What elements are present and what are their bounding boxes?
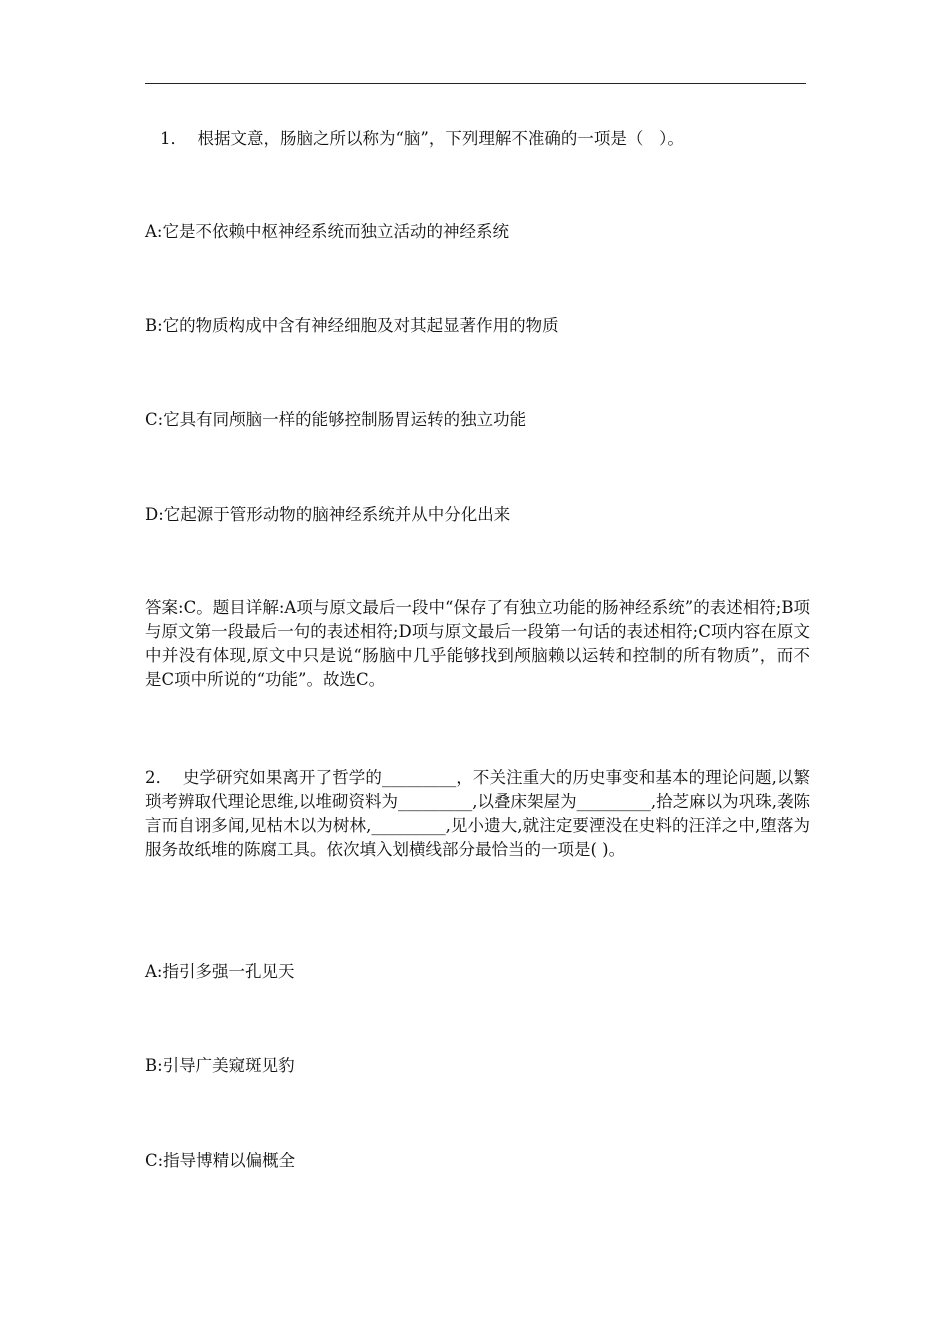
question-1-stem: 1． 根据文意，肠脑之所以称为“脑”，下列理解不准确的一项是（ ）。: [160, 129, 684, 148]
question-1-option-c: C:它具有同颅脑一样的能够控制肠胃运转的独立功能: [145, 410, 527, 429]
question-2-option-b: B:引导广美窥斑见豹: [145, 1056, 295, 1075]
question-2-stem: 2． 史学研究如果离开了哲学的_________，不关注重大的历史事变和基本的理论问题,以繁琐考辨取代理论思维,以堆砌资料为_________,以叠床架屋为_________,拾芝麻以为巩珠,袭陈言而自诩多闻,见枯木以为树林,_________,见小遗大,就注定要湮没在史料的汪洋之中,堕落为服务故纸堆的陈腐工具。依次填入划横线部分最恰当的一项是( )。: [145, 768, 810, 859]
question-1-option-d: D:它起源于管形动物的脑神经系统并从中分化出来: [145, 505, 511, 524]
question-1-answer: 答案:C。题目详解:A项与原文最后一段中“保存了有独立功能的肠神经系统”的表述相符;B项与原文第一段最后一句的表述相符;D项与原文最后一段第一句话的表述相符;C项内容在原文中并没有体现,原文中只是说“肠脑中几乎能够找到颅脑赖以运转和控制的所有物质”，而不是C项中所说的“功能”。故选C。: [145, 598, 810, 689]
question-2-option-a: A:指引多强一孔见天: [145, 962, 295, 981]
header-rule: [145, 83, 806, 84]
question-2-option-c: C:指导博精以偏概全: [145, 1151, 296, 1170]
question-1-option-b: B:它的物质构成中含有神经细胞及对其起显著作用的物质: [145, 316, 559, 335]
question-1-option-a: A:它是不依赖中枢神经系统而独立活动的神经系统: [145, 222, 509, 241]
